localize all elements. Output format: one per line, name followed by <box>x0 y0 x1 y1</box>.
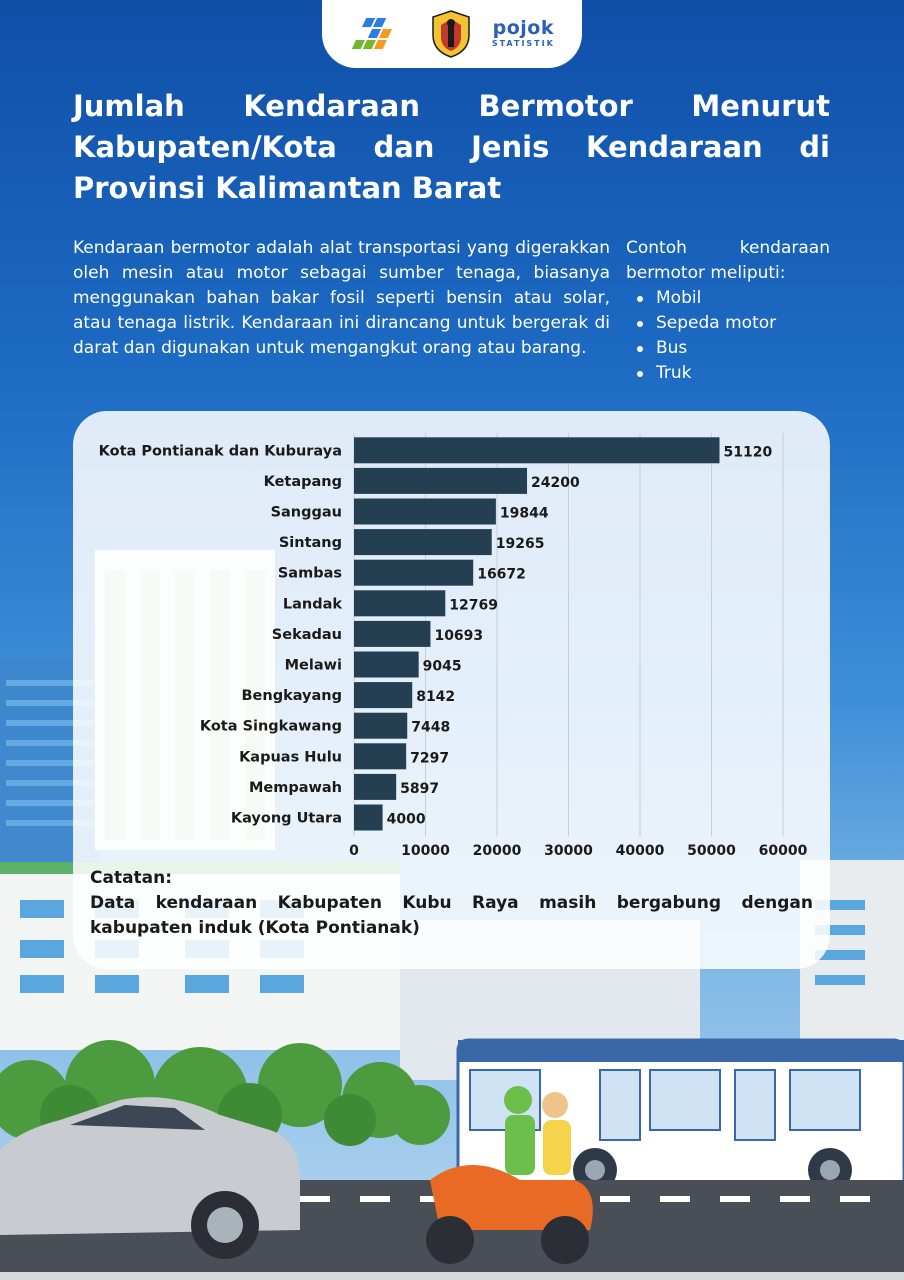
data-label: 51120 <box>723 444 773 461</box>
note-block <box>90 866 813 941</box>
page-title: Jumlah Kendaraan Bermotor Menurut Kabupaten/Kota dan Jenis Kendaraan di Provinsi Kalimantan Barat <box>73 89 830 205</box>
x-tick-label: 40000 <box>615 842 665 859</box>
data-label: 19844 <box>499 505 549 522</box>
example-item: Truk <box>636 361 830 386</box>
bar <box>354 652 419 678</box>
category-label: Kapuas Hulu <box>239 749 342 766</box>
x-tick-label: 10000 <box>401 842 450 859</box>
data-label: 19265 <box>495 536 545 553</box>
example-item: Mobil <box>636 286 830 311</box>
category-label: Sekadau <box>271 626 342 643</box>
bar <box>354 468 527 494</box>
example-item: Sepeda motor <box>636 311 830 336</box>
category-label: Mempawah <box>248 779 342 796</box>
data-label: 5897 <box>400 780 440 797</box>
bar <box>354 437 720 463</box>
category-label: Kota Pontianak dan Kuburaya <box>98 443 342 460</box>
x-tick-label: 50000 <box>687 842 736 859</box>
pojok-logo-word: pojok <box>492 17 554 39</box>
examples-block <box>626 236 830 386</box>
intro-paragraph: Kendaraan bermotor adalah alat transportasi yang digerakkan oleh mesin atau motor sebagai sumber tenaga, biasanya menggunakan bahan bakar fosil seperti bensin atau solar, atau tenaga listrik. Kendaraan ini dirancang untuk bergerak di darat dan digunakan untuk mengangkut orang atau barang. <box>73 238 610 358</box>
example-item: Bus <box>636 336 830 361</box>
category-label: Sanggau <box>270 504 342 521</box>
pojok-logo-sub: STATISTIK <box>491 39 555 48</box>
data-label: 24200 <box>531 474 580 491</box>
bar <box>354 713 407 739</box>
bar <box>354 621 430 647</box>
x-tick-label: 30000 <box>544 842 593 859</box>
data-label: 7297 <box>410 750 450 767</box>
bar <box>354 560 473 586</box>
x-tick-label: 20000 <box>472 842 522 859</box>
logo-header <box>322 0 582 68</box>
category-label: Landak <box>282 596 342 613</box>
category-label: Kayong Utara <box>230 810 342 827</box>
bar <box>354 590 445 616</box>
category-label: Sambas <box>277 565 342 582</box>
data-label: 16672 <box>477 566 526 583</box>
vehicle-bar-chart <box>73 411 830 871</box>
data-label: 12769 <box>449 597 499 614</box>
data-label: 9045 <box>422 658 462 675</box>
data-label: 4000 <box>386 811 426 828</box>
data-label: 8142 <box>416 689 456 706</box>
bps-logo-icon <box>349 12 411 56</box>
chart-panel <box>73 411 830 969</box>
note-body: Data kendaraan Kabupaten Kubu Raya masih bergabung dengan kabupaten induk (Kota Pontianak) <box>90 893 813 938</box>
x-tick-label: 0 <box>349 842 359 859</box>
note-heading: Catatan: <box>90 868 173 888</box>
pojok-statistik-logo <box>492 18 555 50</box>
category-label: Kota Singkawang <box>199 718 342 735</box>
university-seal-icon <box>429 9 473 59</box>
examples-lead: Contoh kendaraan bermotor meliputi: <box>626 238 830 283</box>
bar <box>354 499 496 525</box>
category-label: Melawi <box>284 657 342 674</box>
bar <box>354 529 492 555</box>
bar <box>354 805 383 831</box>
bar <box>354 774 396 800</box>
category-label: Bengkayang <box>241 688 342 705</box>
category-label: Ketapang <box>263 473 342 490</box>
category-label: Sintang <box>278 535 342 552</box>
x-tick-label: 60000 <box>758 842 808 859</box>
data-label: 10693 <box>434 627 484 644</box>
data-label: 7448 <box>411 719 451 736</box>
bar <box>354 743 406 769</box>
examples-list <box>636 286 830 386</box>
bar <box>354 682 412 708</box>
